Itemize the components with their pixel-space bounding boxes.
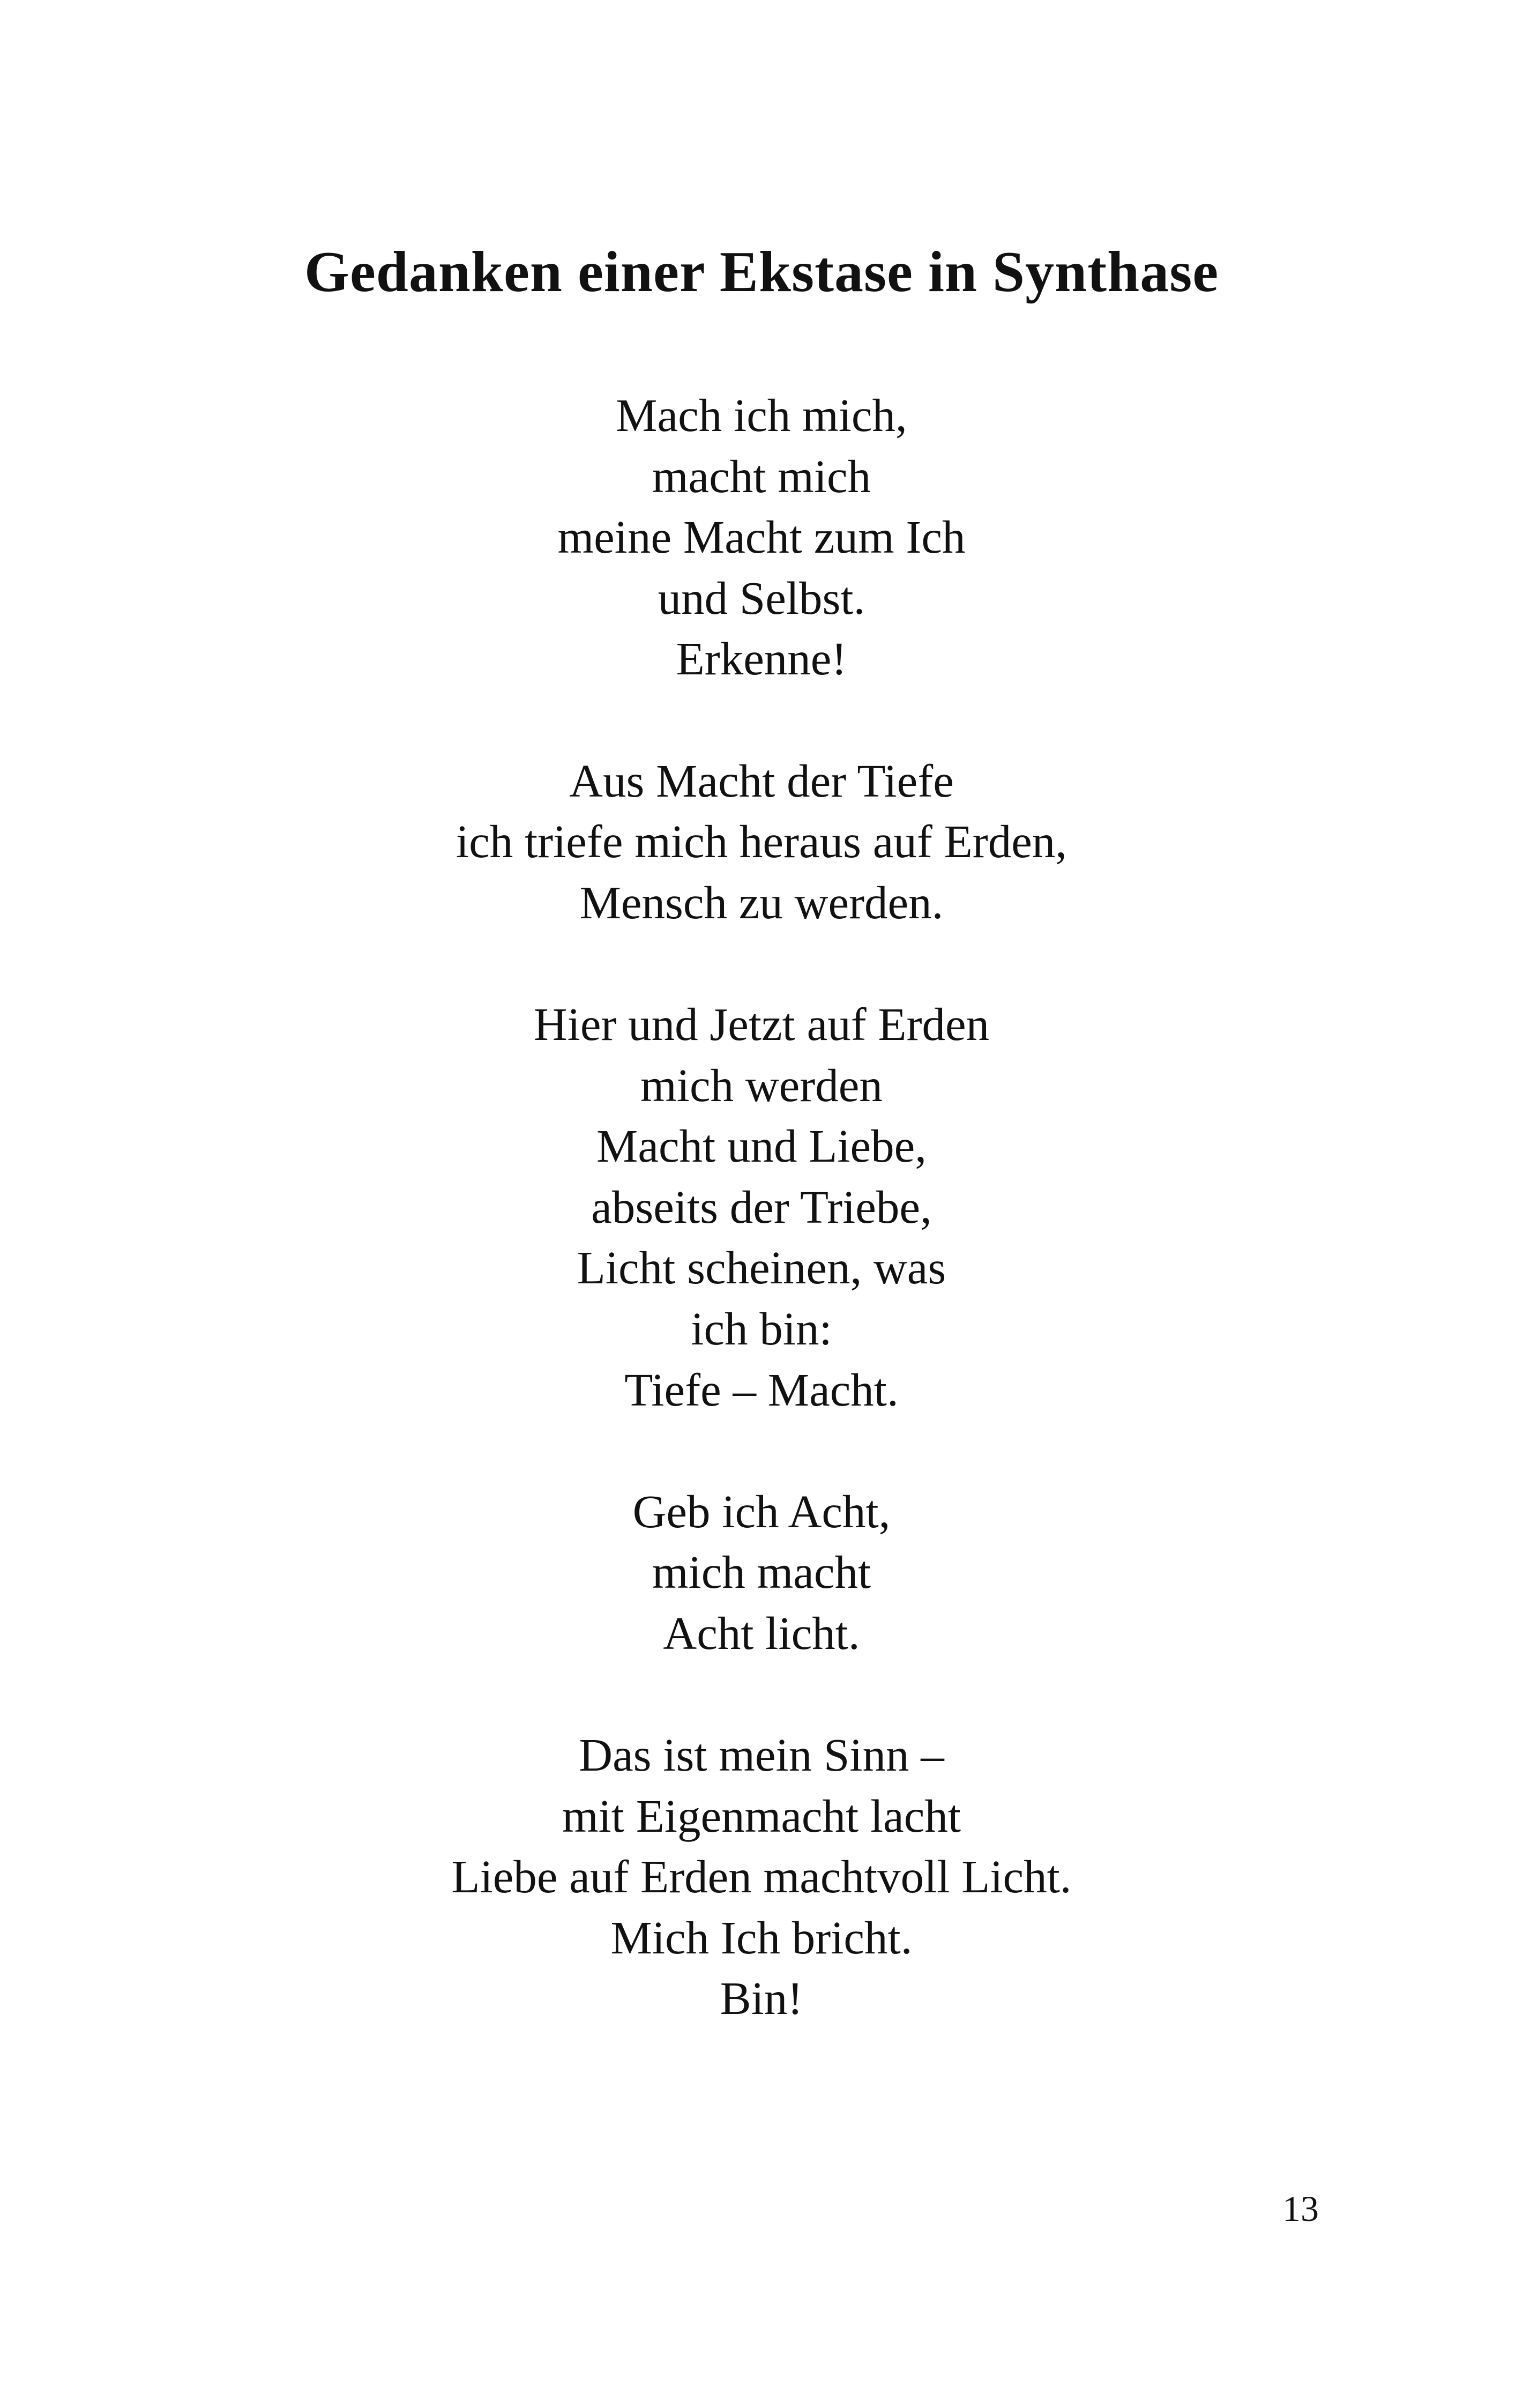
poem-line: Macht und Liebe, <box>596 1120 927 1172</box>
poem-line: meine Macht zum Ich <box>557 511 966 563</box>
page-number: 13 <box>1282 2188 1319 2229</box>
page-title: Gedanken einer Ekstase in Synthase <box>304 240 1219 304</box>
stanza-3 <box>0 994 1523 1420</box>
poem-line: mit Eigenmacht lacht <box>562 1789 961 1842</box>
poem-line: macht mich <box>652 450 871 502</box>
poem-line: Acht licht. <box>663 1607 860 1659</box>
poem <box>0 385 1523 2029</box>
poem-line: Geb ich Acht, <box>632 1485 891 1537</box>
poem-line: Hier und Jetzt auf Erden <box>533 998 990 1050</box>
poem-line: Bin! <box>720 1972 803 2025</box>
poem-line: Mach ich mich, <box>616 389 907 441</box>
poem-line: mich macht <box>652 1546 871 1599</box>
poem-line: Tiefe – Macht. <box>624 1363 899 1416</box>
poem-line: ich bin: <box>691 1302 832 1355</box>
stanza-5 <box>0 1725 1523 2029</box>
poem-line: abseits der Triebe, <box>591 1180 932 1233</box>
stanza-2 <box>0 750 1523 933</box>
poem-line: und Selbst. <box>658 571 865 624</box>
poem-line: Das ist mein Sinn – <box>579 1729 944 1781</box>
poem-line: Mensch zu werden. <box>579 876 944 928</box>
poem-line: Mich Ich bricht. <box>610 1911 913 1964</box>
poem-line: mich werden <box>640 1059 883 1111</box>
poem-line: ich triefe mich heraus auf Erden, <box>456 815 1067 868</box>
poem-line: Licht scheinen, was <box>577 1242 946 1294</box>
poem-line: Liebe auf Erden machtvoll Licht. <box>451 1850 1072 1903</box>
stanza-4 <box>0 1481 1523 1664</box>
poem-line: Erkenne! <box>676 633 847 685</box>
poem-line: Aus Macht der Tiefe <box>569 754 954 807</box>
stanza-1 <box>0 385 1523 689</box>
